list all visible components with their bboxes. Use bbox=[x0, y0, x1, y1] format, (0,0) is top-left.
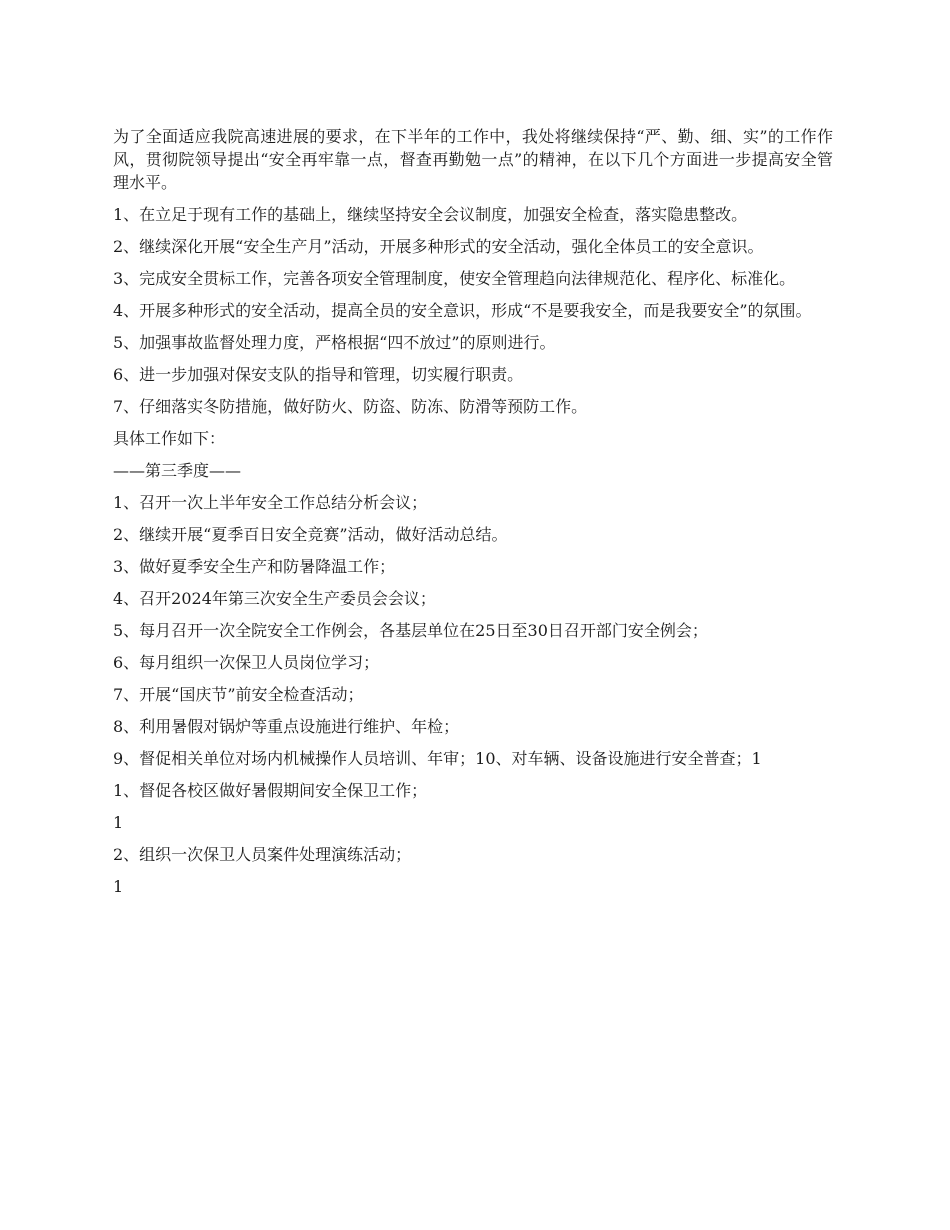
q3-item-6: 6、每月组织一次保卫人员岗位学习； bbox=[113, 653, 380, 672]
fragment-line: 1 bbox=[113, 877, 124, 896]
fragment-line: 1 bbox=[113, 813, 124, 832]
measure-item-5: 5、加强事故监督处理力度，严格根据“四不放过”的原则进行。 bbox=[113, 333, 556, 352]
measure-item-4: 4、开展多种形式的安全活动，提高全员的安全意识，形成“不是要我安全，而是我要安全”的氛围。 bbox=[113, 301, 812, 320]
measure-item-6: 6、进一步加强对保安支队的指导和管理，切实履行职责。 bbox=[113, 365, 524, 384]
measure-item-2: 2、继续深化开展“安全生产月”活动，开展多种形式的安全活动，强化全体员工的安全意识。 bbox=[113, 237, 764, 256]
quarter-heading: ——第三季度—— bbox=[113, 461, 242, 480]
q3-item-12: 2、组织一次保卫人员案件处理演练活动； bbox=[113, 845, 412, 864]
q3-item-2: 2、继续开展“夏季百日安全竞赛”活动，做好活动总结。 bbox=[113, 525, 508, 544]
intro-paragraph: 为了全面适应我院高速进展的要求，在下半年的工作中，我处将继续保持“严、勤、细、实”的工作作风，贯彻院领导提出“安全再牢靠一点，督查再勤勉一点”的精神，在以下几个方面进一步提高安全管理水平。 bbox=[113, 127, 833, 192]
q3-item-1: 1、召开一次上半年安全工作总结分析会议； bbox=[113, 493, 428, 512]
measure-item-7: 7、仔细落实冬防措施，做好防火、防盗、防冻、防滑等预防工作。 bbox=[113, 397, 588, 416]
q3-item-8: 8、利用暑假对锅炉等重点设施进行维护、年检； bbox=[113, 717, 460, 736]
details-heading: 具体工作如下： bbox=[113, 429, 226, 448]
measure-item-1: 1、在立足于现有工作的基础上，继续坚持安全会议制度，加强安全检查，落实隐患整改。 bbox=[113, 205, 748, 224]
q3-item-3: 3、做好夏季安全生产和防暑降温工作； bbox=[113, 557, 396, 576]
q3-item-4: 4、召开2024年第三次安全生产委员会会议； bbox=[113, 589, 436, 608]
q3-item-9-10: 9、督促相关单位对场内机械操作人员培训、年审；10、对车辆、设备设施进行安全普查；1 bbox=[113, 749, 762, 768]
q3-item-7: 7、开展“国庆节”前安全检查活动； bbox=[113, 685, 364, 704]
measure-item-3: 3、完成安全贯标工作，完善各项安全管理制度，使安全管理趋向法律规范化、程序化、标准化。 bbox=[113, 269, 796, 288]
document-body bbox=[113, 125, 833, 907]
q3-item-5: 5、每月召开一次全院安全工作例会，各基层单位在25日至30日召开部门安全例会； bbox=[113, 621, 708, 640]
q3-item-11: 1、督促各校区做好暑假期间安全保卫工作； bbox=[113, 781, 428, 800]
